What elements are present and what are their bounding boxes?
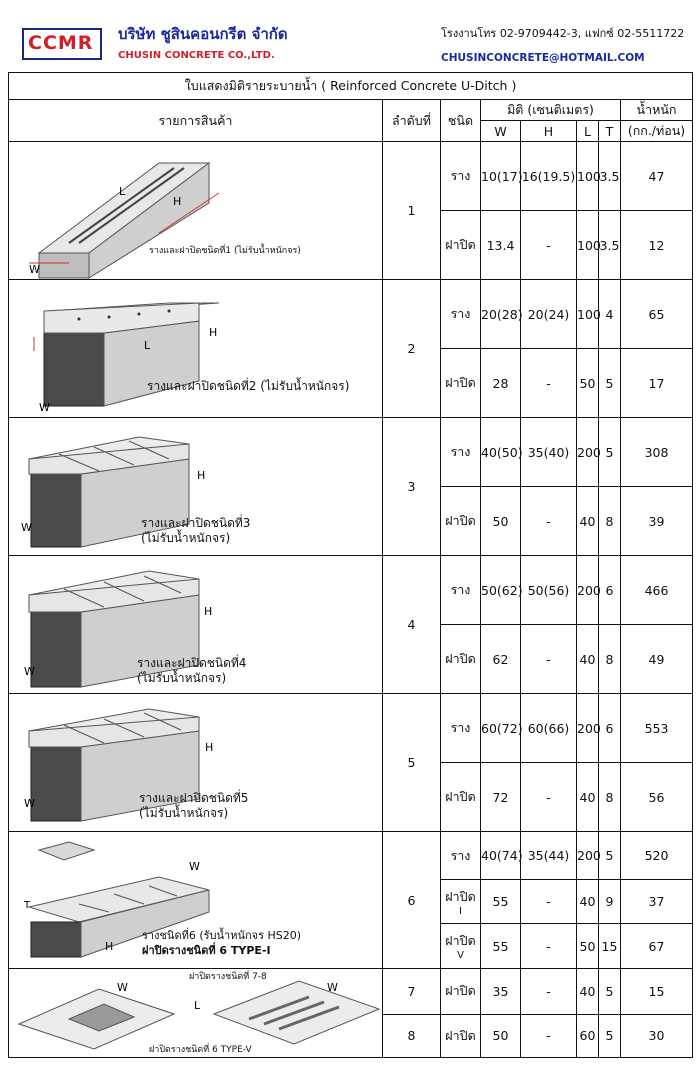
cell-t: 4 xyxy=(599,280,621,349)
cell-h: - xyxy=(521,763,577,832)
product-no: 1 xyxy=(383,142,441,280)
cell-t: 3.5 xyxy=(599,142,621,211)
svg-text:W: W xyxy=(117,981,128,994)
cell-w: 28 xyxy=(481,349,521,418)
product-no: 4 xyxy=(383,556,441,694)
company-logo xyxy=(22,28,102,60)
product-no: 2 xyxy=(383,280,441,418)
svg-text:L: L xyxy=(194,999,201,1012)
header-weight: น้ำหนัก xyxy=(621,100,693,121)
product-caption: (ไม่รับน้ำหนักจร) xyxy=(139,806,229,820)
cell-type: ฝาปิด xyxy=(441,487,481,556)
cell-weight: 67 xyxy=(621,924,693,969)
cell-h: 16(19.5) xyxy=(521,142,577,211)
table-row xyxy=(9,142,693,211)
product-no: 5 xyxy=(383,694,441,832)
product-caption: รางและฝาปิดชนิดที่2 (ไม่รับน้ำหนักจร) xyxy=(147,379,350,393)
cell-t: 3.5 xyxy=(599,211,621,280)
svg-text:W: W xyxy=(24,664,35,678)
cell-l: 200 xyxy=(577,694,599,763)
cell-h: 60(66) xyxy=(521,694,577,763)
cell-type xyxy=(441,924,481,969)
cell-w: 10(17) xyxy=(481,142,521,211)
cell-l: 40 xyxy=(577,880,599,924)
cell-weight: 553 xyxy=(621,694,693,763)
header-t: T xyxy=(599,121,621,142)
cell-l: 40 xyxy=(577,763,599,832)
product-no: 3 xyxy=(383,418,441,556)
cell-w: 40(74) xyxy=(481,832,521,880)
header-h: H xyxy=(521,121,577,142)
cell-type: ฝาปิด xyxy=(441,625,481,694)
table-row xyxy=(9,280,693,349)
cell-w: 62 xyxy=(481,625,521,694)
page-header xyxy=(0,0,700,72)
svg-text:W: W xyxy=(24,796,35,810)
svg-text:W: W xyxy=(327,981,338,994)
cell-l: 100 xyxy=(577,280,599,349)
table-row xyxy=(9,832,693,880)
cell-weight: 56 xyxy=(621,763,693,832)
cell-t: 8 xyxy=(599,487,621,556)
svg-text:H: H xyxy=(205,740,214,754)
table-row xyxy=(9,969,693,1015)
cell-l: 100 xyxy=(577,211,599,280)
ditch-drawing xyxy=(9,281,381,417)
cell-type: ฝาปิด xyxy=(441,1014,481,1058)
table-row xyxy=(9,694,693,763)
cell-type: ราง xyxy=(441,832,481,880)
cell-t: 5 xyxy=(599,349,621,418)
cell-h: - xyxy=(521,880,577,924)
email-address: CHUSINCONCRETE@HOTMAIL.COM xyxy=(441,52,645,64)
cell-l: 40 xyxy=(577,969,599,1015)
cell-h: - xyxy=(521,969,577,1015)
product-6-illustration xyxy=(9,832,383,969)
type-label: ฝาปิด xyxy=(445,888,476,904)
header-type: ชนิด xyxy=(441,100,481,142)
table-title: ใบแสดงมิติรายระบายน้ำ ( Reinforced Concrete U-Ditch ) xyxy=(9,73,693,100)
svg-text:W: W xyxy=(21,520,32,534)
cell-l: 50 xyxy=(577,349,599,418)
type-label: ฝาปิด xyxy=(445,933,476,948)
cell-type: ราง xyxy=(441,418,481,487)
cell-t: 5 xyxy=(599,969,621,1015)
cell-l: 40 xyxy=(577,625,599,694)
cell-h: 50(56) xyxy=(521,556,577,625)
cell-weight: 39 xyxy=(621,487,693,556)
cell-l: 200 xyxy=(577,418,599,487)
product-caption: รางและฝาปิดชนิดที่3 xyxy=(141,516,251,530)
cell-h: - xyxy=(521,924,577,969)
product-2-illustration xyxy=(9,280,383,418)
product-caption: ฝาปิดรางชนิดที่ 6 TYPE-I xyxy=(142,944,271,957)
cell-h: - xyxy=(521,487,577,556)
type-sub: V xyxy=(457,950,464,961)
product-4-illustration xyxy=(9,556,383,694)
cell-t: 6 xyxy=(599,694,621,763)
cell-w: 50(62) xyxy=(481,556,521,625)
cell-t: 8 xyxy=(599,763,621,832)
cell-weight: 12 xyxy=(621,211,693,280)
cell-weight: 466 xyxy=(621,556,693,625)
cell-type xyxy=(441,880,481,924)
svg-text:H: H xyxy=(204,604,213,618)
cell-t: 6 xyxy=(599,556,621,625)
svg-text:L: L xyxy=(119,184,126,198)
cell-type: ฝาปิด xyxy=(441,349,481,418)
cell-w: 55 xyxy=(481,924,521,969)
product-no: 7 xyxy=(383,969,441,1015)
svg-text:W: W xyxy=(39,400,50,414)
cell-l: 60 xyxy=(577,1014,599,1058)
cell-w: 72 xyxy=(481,763,521,832)
svg-text:H: H xyxy=(209,325,218,339)
cell-h: - xyxy=(521,625,577,694)
cell-t: 5 xyxy=(599,832,621,880)
cell-weight: 30 xyxy=(621,1014,693,1058)
cell-w: 13.4 xyxy=(481,211,521,280)
svg-text:H: H xyxy=(173,194,182,208)
table-row xyxy=(9,556,693,625)
product-no: 6 xyxy=(383,832,441,969)
cell-w: 50 xyxy=(481,1014,521,1058)
svg-text:T: T xyxy=(24,900,31,911)
table-row xyxy=(9,418,693,487)
logo-text: CCMR xyxy=(28,32,94,54)
cell-w: 50 xyxy=(481,487,521,556)
cell-weight: 37 xyxy=(621,880,693,924)
product-caption: รางชนิดที่6 (รับน้ำหนักจร HS20) xyxy=(142,929,302,942)
header-dimensions: มิติ (เซนติเมตร) xyxy=(481,100,621,121)
cell-t: 9 xyxy=(599,880,621,924)
header-no: ลำดับที่ xyxy=(383,100,441,142)
cell-w: 40(50) xyxy=(481,418,521,487)
cell-h: - xyxy=(521,211,577,280)
product-3-illustration xyxy=(9,418,383,556)
cell-l: 200 xyxy=(577,832,599,880)
cell-h: 35(40) xyxy=(521,418,577,487)
product-caption: ฝาปิดรางชนิดที่ 6 TYPE-V xyxy=(149,1045,252,1055)
cell-w: 20(28) xyxy=(481,280,521,349)
header-product: รายการสินค้า xyxy=(9,100,383,142)
header-weight-unit: (กก./ท่อน) xyxy=(621,121,693,142)
cell-t: 8 xyxy=(599,625,621,694)
cell-type: ราง xyxy=(441,280,481,349)
svg-text:W: W xyxy=(189,860,200,873)
cell-type: ฝาปิด xyxy=(441,969,481,1015)
cell-w: 60(72) xyxy=(481,694,521,763)
cell-h: - xyxy=(521,1014,577,1058)
cell-t: 5 xyxy=(599,418,621,487)
cell-weight: 65 xyxy=(621,280,693,349)
product-caption: (ไม่รับน้ำหนักจร) xyxy=(137,671,227,685)
company-name-english: CHUSIN CONCRETE CO.,LTD. xyxy=(118,50,275,61)
svg-text:W: W xyxy=(29,262,40,276)
cell-h: 35(44) xyxy=(521,832,577,880)
cell-type: ราง xyxy=(441,142,481,211)
cell-type: ราง xyxy=(441,694,481,763)
company-name-thai: บริษัท ชูสินคอนกรีต จำกัด xyxy=(118,25,288,43)
cell-type: ราง xyxy=(441,556,481,625)
cell-t: 15 xyxy=(599,924,621,969)
cell-w: 55 xyxy=(481,880,521,924)
cell-weight: 49 xyxy=(621,625,693,694)
product-5-illustration xyxy=(9,694,383,832)
cell-t: 5 xyxy=(599,1014,621,1058)
cell-weight: 520 xyxy=(621,832,693,880)
header-w: W xyxy=(481,121,521,142)
cell-l: 200 xyxy=(577,556,599,625)
cell-weight: 15 xyxy=(621,969,693,1015)
phone-fax: โรงงานโทร 02-9709442-3, แฟกซ์ 02-5511722 xyxy=(441,27,685,40)
svg-text:L: L xyxy=(144,338,151,352)
product-caption: ฝาปิดรางชนิดที่ 7-8 xyxy=(189,972,267,982)
svg-text:H: H xyxy=(197,468,206,482)
product-no: 8 xyxy=(383,1014,441,1058)
header-l: L xyxy=(577,121,599,142)
product-caption: รางและฝาปิดชนิดที่5 xyxy=(139,791,249,805)
cell-w: 35 xyxy=(481,969,521,1015)
cell-weight: 17 xyxy=(621,349,693,418)
cell-weight: 47 xyxy=(621,142,693,211)
product-caption: รางและฝาปิดชนิดที่4 xyxy=(137,656,247,670)
cell-weight: 308 xyxy=(621,418,693,487)
cell-h: - xyxy=(521,349,577,418)
cell-type: ฝาปิด xyxy=(441,763,481,832)
svg-text:H: H xyxy=(105,940,114,953)
cell-l: 50 xyxy=(577,924,599,969)
product-7-8-illustration xyxy=(9,969,383,1058)
u-ditch-table xyxy=(8,72,693,1058)
type-sub: I xyxy=(459,905,462,917)
cell-type: ฝาปิด xyxy=(441,211,481,280)
cell-l: 100 xyxy=(577,142,599,211)
product-1-illustration xyxy=(9,142,383,280)
product-caption: (ไม่รับน้ำหนักจร) xyxy=(141,531,231,545)
cell-l: 40 xyxy=(577,487,599,556)
product-caption: รางและฝาปิดชนิดที่1 (ไม่รับน้ำหนักจร) xyxy=(149,246,301,256)
cell-h: 20(24) xyxy=(521,280,577,349)
